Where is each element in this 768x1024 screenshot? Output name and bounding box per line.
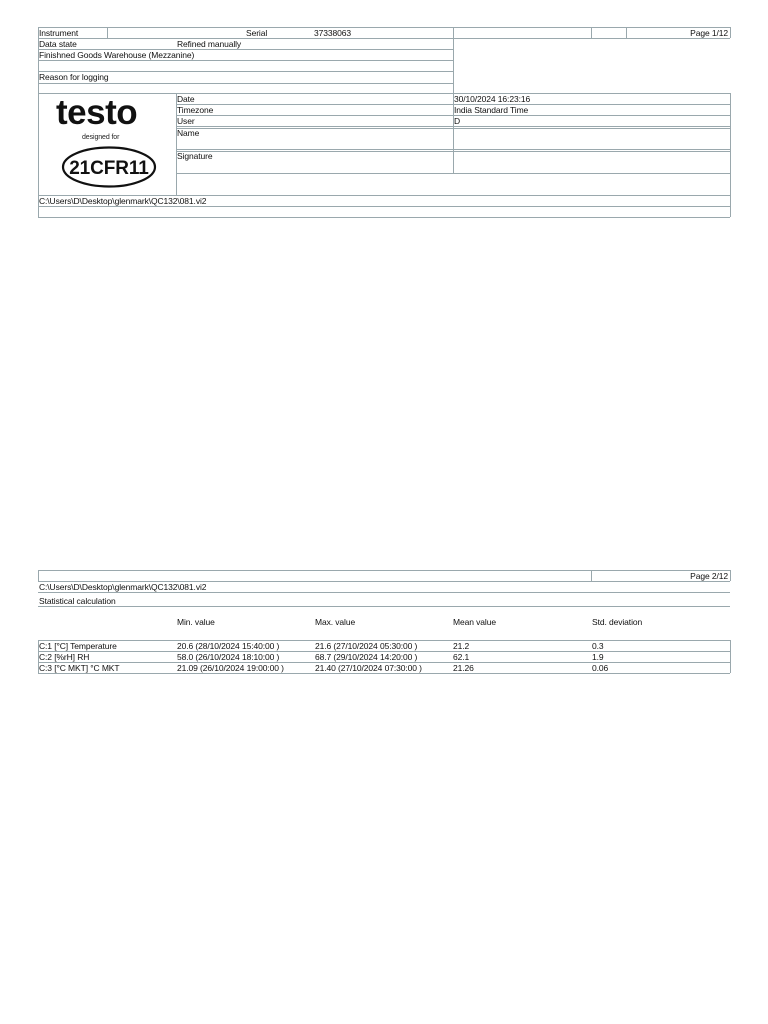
mean-cell: 62.1 — [453, 652, 470, 662]
location: Finishned Goods Warehouse (Mezzanine) — [39, 50, 195, 60]
file-path: C:\Users\D\Desktop\glenmark\QC132\081.vi2 — [39, 582, 207, 592]
std-cell: 0.06 — [592, 663, 609, 673]
std-cell: 1.9 — [592, 652, 604, 662]
column-header-max: Max. value — [315, 617, 356, 627]
date-label: Date — [177, 94, 195, 104]
rule — [38, 217, 730, 218]
seal-text: 21CFR11 — [69, 158, 149, 179]
data-state-label: Data state — [39, 39, 77, 49]
rule — [730, 27, 731, 38]
std-cell: 0.3 — [592, 641, 604, 651]
max-cell: 21.6 (27/10/2024 05:30:00 ) — [315, 641, 418, 651]
min-cell: 58.0 (26/10/2024 18:10:00 ) — [177, 652, 280, 662]
rule — [626, 27, 627, 38]
reason-label: Reason for logging — [39, 72, 109, 82]
rule — [38, 673, 730, 674]
rule — [38, 83, 453, 84]
rule — [730, 640, 731, 673]
rule — [591, 570, 592, 581]
min-cell: 21.09 (26/10/2024 19:00:00 ) — [177, 663, 284, 673]
section-title: Statistical calculation — [39, 596, 116, 606]
rule — [38, 93, 730, 94]
channel-cell: C:3 [°C MKT] °C MKT — [39, 663, 120, 673]
rule — [38, 570, 730, 571]
rule — [38, 60, 453, 61]
rule — [107, 27, 108, 38]
channel-cell: C:2 [%rH] RH — [39, 652, 90, 662]
max-cell: 21.40 (27/10/2024 07:30:00 ) — [315, 663, 422, 673]
column-header-min: Min. value — [177, 617, 215, 627]
mean-cell: 21.2 — [453, 641, 470, 651]
timezone-value: India Standard Time — [454, 105, 529, 115]
rule — [176, 149, 730, 150]
min-cell: 20.6 (28/10/2024 15:40:00 ) — [177, 641, 280, 651]
rule — [38, 606, 730, 607]
testo-logo: testo — [56, 93, 138, 132]
rule — [38, 38, 730, 39]
timezone-label: Timezone — [177, 105, 214, 115]
rule — [730, 93, 731, 217]
name-label: Name — [177, 128, 200, 138]
rule — [176, 126, 730, 127]
mean-cell: 21.26 — [453, 663, 474, 673]
user-value: D — [454, 116, 461, 126]
column-header-mean: Mean value — [453, 617, 496, 627]
rule — [38, 592, 730, 593]
rule — [453, 27, 454, 97]
rule — [591, 27, 592, 38]
page-number: Page 2/12 — [690, 571, 728, 581]
rule — [176, 173, 730, 174]
max-cell: 68.7 (29/10/2024 14:20:00 ) — [315, 652, 418, 662]
logo-tagline: designed for — [82, 134, 120, 141]
serial-value: 37338063 — [314, 28, 352, 38]
rule — [176, 151, 730, 152]
rule — [176, 115, 730, 116]
file-path: C:\Users\D\Desktop\glenmark\QC132\081.vi2 — [39, 196, 207, 206]
rule — [730, 570, 731, 581]
user-label: User — [177, 116, 195, 126]
channel-cell: C:1 [°C] Temperature — [39, 641, 117, 651]
rule — [176, 104, 730, 105]
rule — [38, 206, 730, 207]
cfr-seal-logo — [60, 145, 158, 189]
page-number: Page 1/12 — [690, 28, 728, 38]
data-state-value: Refined manually — [177, 39, 242, 49]
signature-label: Signature — [177, 151, 213, 161]
serial-label: Serial — [246, 28, 268, 38]
column-header-std: Std. deviation — [592, 617, 643, 627]
rule — [38, 570, 39, 581]
rule — [176, 128, 730, 129]
instrument-label: Instrument — [39, 28, 79, 38]
date-value: 30/10/2024 16:23:16 — [454, 94, 531, 104]
